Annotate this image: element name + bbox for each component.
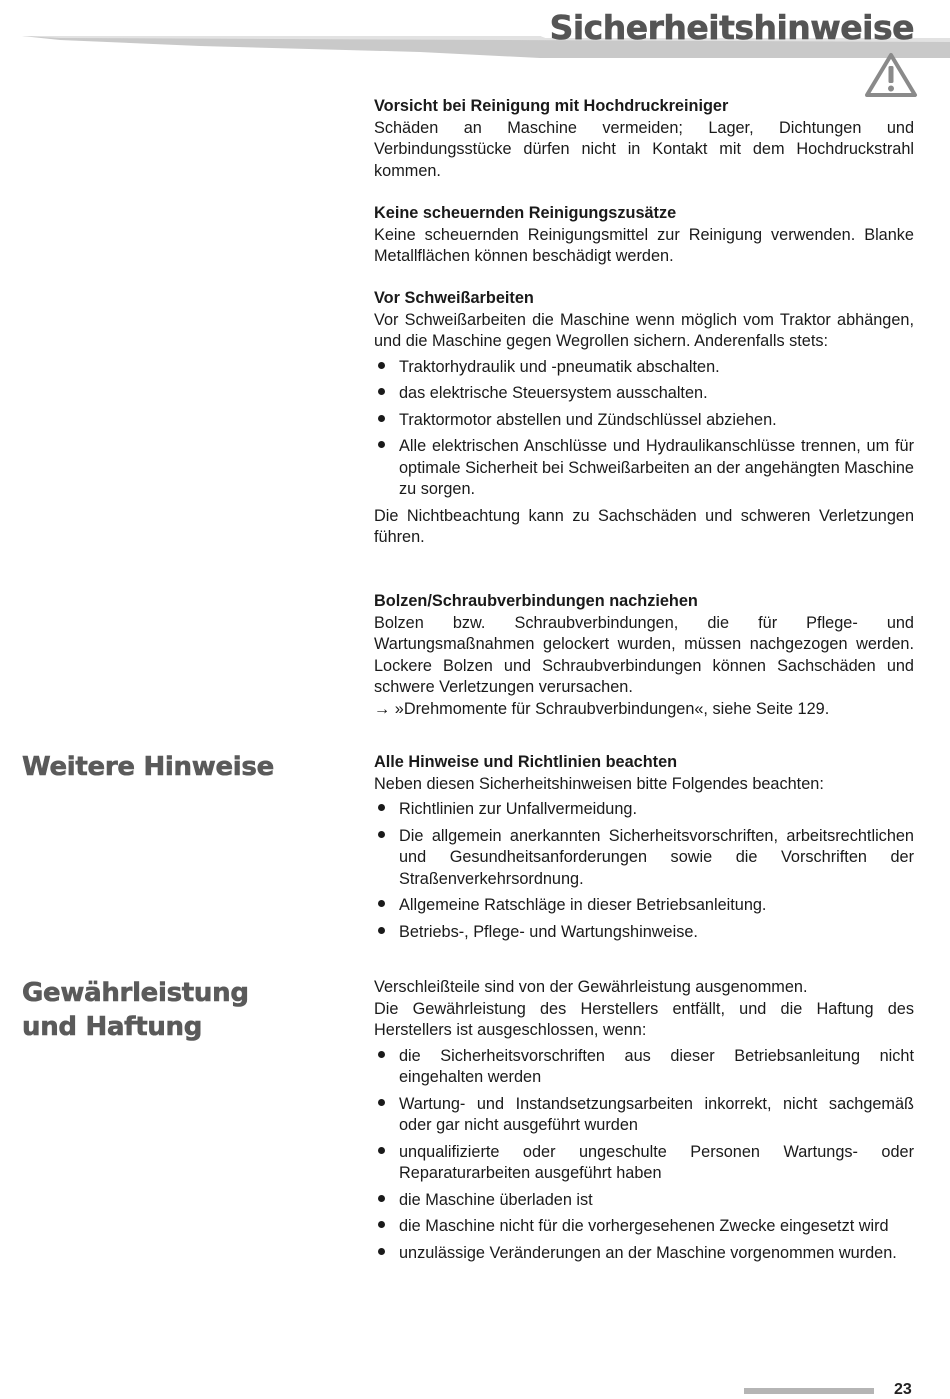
bullet-list [374, 357, 914, 501]
list-item [374, 383, 914, 405]
section-text: Neben diesen Sicherheitshinweisen bitte Folgendes beachten: [374, 774, 824, 793]
list-item [374, 895, 914, 917]
heading-weitere-hinweise: Weitere Hinweise [22, 752, 274, 782]
footer-bar [744, 1388, 874, 1394]
bullet-list [374, 1046, 914, 1265]
section-text: Vor Schweißarbeiten die Maschine wenn möglich vom Traktor abhängen, und die Maschine gegen Wegrollen sichern. Anderenfalls stets: [374, 310, 914, 350]
list-item-text: unqualifizierte oder ungeschulte Personen Wartungs- oder Reparaturarbeiten ausgeführt haben [399, 1142, 914, 1182]
section-schweissarbeiten [374, 288, 914, 549]
section-weitere-hinweise [374, 752, 914, 948]
list-item [374, 410, 914, 432]
bullet-dot-icon [378, 831, 385, 838]
section-title: Bolzen/Schraubverbindungen nachziehen [374, 592, 698, 610]
section-text: Verschleißteile sind von der Gewährleistung ausgenommen. [374, 978, 808, 996]
heading-gewaehrleistung-line1: Gewährleistung [22, 978, 249, 1008]
list-item-text: Richtlinien zur Unfallvermeidung. [399, 800, 637, 818]
section-title: Keine scheuernden Reinigungszusätze [374, 204, 677, 222]
bullet-dot-icon [378, 804, 385, 811]
bullet-dot-icon [378, 1147, 385, 1154]
list-item-text: Die allgemein anerkannten Sicherheitsvorschriften, arbeitsrechtlichen und Gesundheitsanforderungen sowie die Vorschriften der Straßenverkehrsordnung. [399, 826, 914, 888]
list-item [374, 922, 914, 944]
list-item-text: Wartung- und Instandsetzungsarbeiten inkorrekt, nicht sachgemäß oder gar nicht ausgeführt wurden [399, 1094, 914, 1134]
bullet-dot-icon [378, 927, 385, 934]
bullet-dot-icon [378, 1195, 385, 1202]
list-item [374, 799, 914, 821]
list-item [374, 826, 914, 891]
section-gewaehrleistung [374, 977, 914, 1269]
list-item [374, 1094, 914, 1137]
list-item [374, 1216, 914, 1238]
list-item-text: unzulässige Veränderungen an der Maschine vorgenommen wurden. [399, 1243, 897, 1262]
list-item [374, 1190, 914, 1212]
list-item-text: Traktorhydraulik und -pneumatik abschalten. [399, 357, 720, 376]
section-hochdruckreiniger [374, 96, 914, 182]
bullet-dot-icon [378, 441, 385, 448]
heading-gewaehrleistung-line2: und Haftung [22, 1012, 203, 1042]
section-title: Vor Schweißarbeiten [374, 289, 534, 307]
section-text: Bolzen bzw. Schraubverbindungen, die für Pflege- und Wartungsmaßnahmen gelockert wurden, müssen nachgezogen werden. Lockere Bolzen und Schraubverbindungen können Sachschäden und schwere Verletzungen verursachen. [374, 613, 914, 696]
warning-triangle-icon [864, 52, 918, 98]
list-item-text: Alle elektrischen Anschlüsse und Hydraulikanschlüsse trennen, um für optimale Sicherheit bei Schweißarbeiten an der angehängten Maschine zu sorgen. [399, 437, 914, 498]
bullet-dot-icon [378, 415, 385, 422]
section-text: Die Gewährleistung des Herstellers entfällt, und die Haftung des Herstellers ist ausgeschlossen, wenn: [374, 999, 914, 1039]
list-item-text: die Maschine überladen ist [399, 1190, 593, 1209]
bullet-dot-icon [378, 900, 385, 907]
bullet-dot-icon [378, 362, 385, 369]
section-text: Keine scheuernden Reinigungsmittel zur Reinigung verwenden. Blanke Metallflächen können beschädigt werden. [374, 225, 914, 265]
list-item-text: die Maschine nicht für die vorhergesehenen Zwecke eingesetzt wird [399, 1217, 889, 1235]
section-note: Die Nichtbeachtung kann zu Sachschäden und schweren Verletzungen führen. [374, 506, 914, 546]
bullet-dot-icon [378, 1051, 385, 1058]
list-item-text: Betriebs-, Pflege- und Wartungshinweise. [399, 922, 698, 941]
bullet-list [374, 799, 914, 943]
heading-gewaehrleistung [22, 976, 249, 1044]
list-item [374, 436, 914, 501]
section-reinigungszusaetze [374, 203, 914, 268]
list-item [374, 357, 914, 379]
bullet-dot-icon [378, 388, 385, 395]
list-item-text: die Sicherheitsvorschriften aus dieser Betriebsanleitung nicht eingehalten werden [399, 1046, 914, 1086]
list-item-text: das elektrische Steuersystem ausschalten. [399, 384, 708, 402]
section-bolzen [374, 591, 914, 720]
section-text: Schäden an Maschine vermeiden; Lager, Dichtungen und Verbindungsstücke dürfen nicht in Kontakt mit dem Hochdruckstrahl kommen. [374, 118, 914, 180]
bullet-dot-icon [378, 1248, 385, 1255]
list-item [374, 1142, 914, 1185]
section-title: Alle Hinweise und Richtlinien beachten [374, 753, 678, 771]
page-number: 23 [894, 1381, 912, 1398]
bullet-dot-icon [378, 1221, 385, 1228]
cross-reference: → »Drehmomente für Schraubverbindungen«, siehe Seite 129. [374, 699, 830, 718]
list-item [374, 1243, 914, 1265]
list-item [374, 1046, 914, 1089]
list-item-text: Traktormotor abstellen und Zündschlüssel abziehen. [399, 410, 777, 429]
page-title: Sicherheitshinweise [549, 8, 914, 47]
section-title: Vorsicht bei Reinigung mit Hochdruckreiniger [374, 97, 729, 115]
list-item-text: Allgemeine Ratschläge in dieser Betriebsanleitung. [399, 896, 767, 914]
bullet-dot-icon [378, 1099, 385, 1106]
